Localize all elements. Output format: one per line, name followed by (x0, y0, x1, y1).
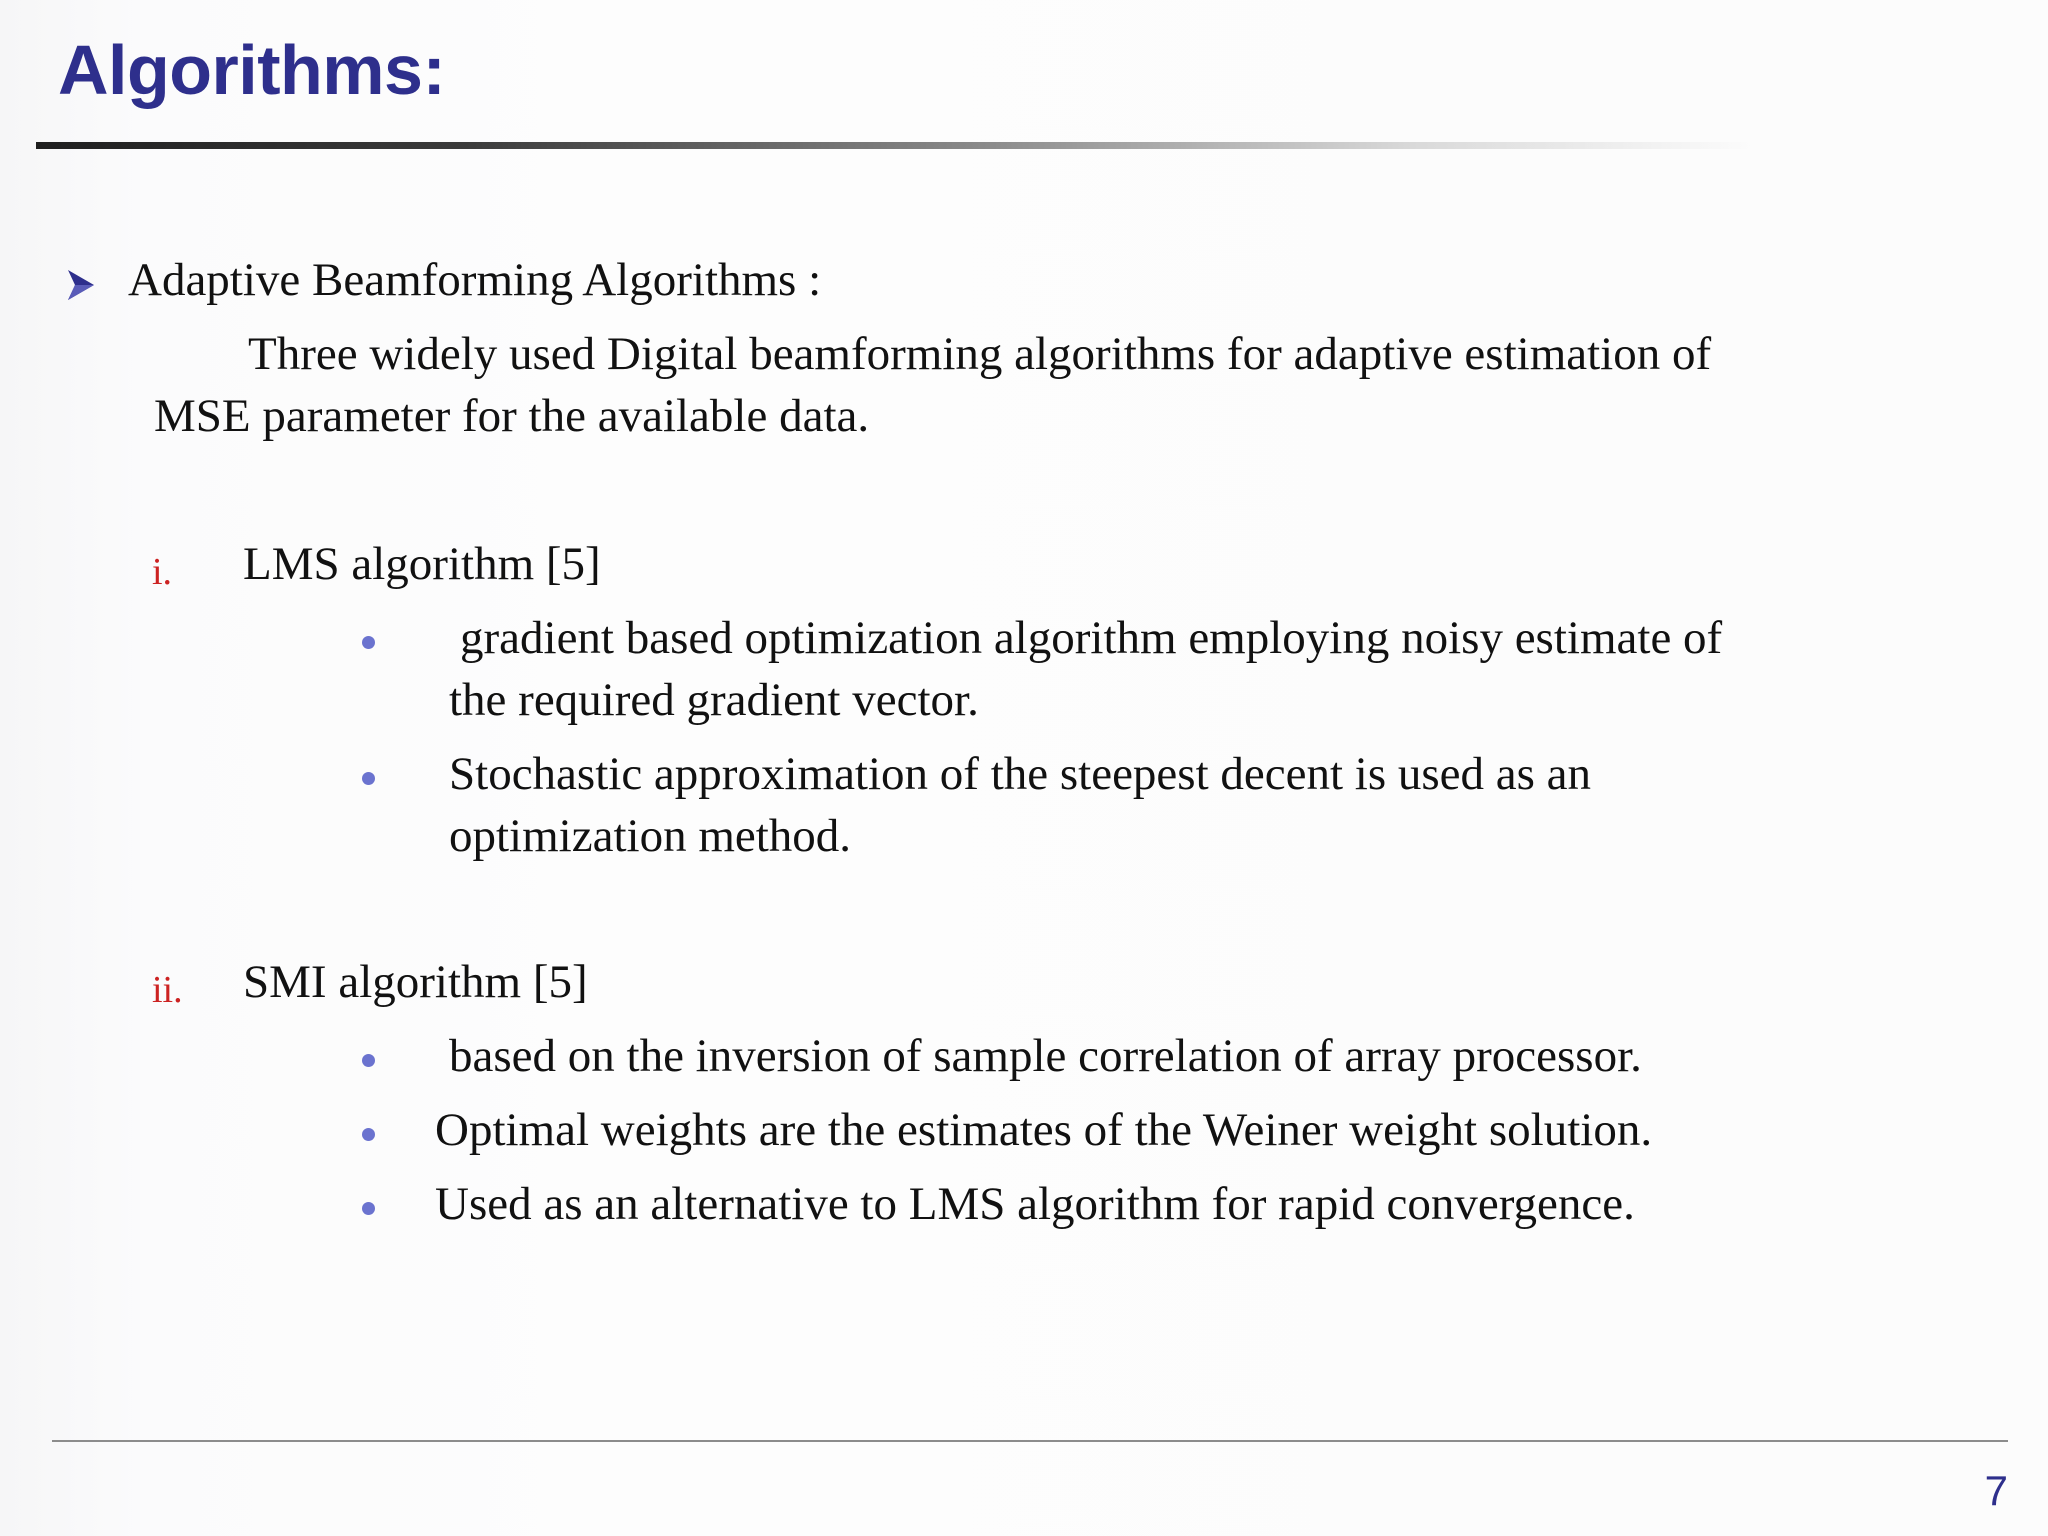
round-bullet-icon (362, 1128, 375, 1141)
slide-title: Algorithms: (58, 31, 446, 109)
smi-point-2: Optimal weights are the estimates of the Weiner weight solution. (435, 1104, 1653, 1156)
smi-point-1: based on the inversion of sample correlation of array processor. (449, 1030, 1642, 1082)
lms-point-1-line-1: gradient based optimization algorithm employing noisy estimate of (460, 612, 1723, 664)
lms-point-1-line-2: the required gradient vector. (449, 674, 979, 726)
round-bullet-icon (362, 1202, 375, 1215)
round-bullet-icon (362, 772, 375, 785)
intro-line-1: Three widely used Digital beamforming algorithms for adaptive estimation of (248, 328, 1712, 380)
intro-line-2: MSE parameter for the available data. (154, 390, 870, 442)
smi-point-3: Used as an alternative to LMS algorithm for rapid convergence. (435, 1178, 1635, 1230)
page-number: 7 (1984, 1467, 2008, 1514)
lms-point-2-line-2: optimization method. (449, 810, 852, 862)
arrow-bullet-icon (66, 268, 96, 302)
algorithm-name-smi: SMI algorithm [5] (243, 956, 588, 1008)
list-numeral-ii: ii. (152, 969, 183, 1011)
list-numeral-i: i. (152, 551, 173, 593)
algorithm-name-lms: LMS algorithm [5] (243, 538, 601, 590)
round-bullet-icon (362, 1054, 375, 1067)
title-divider (36, 142, 1756, 149)
round-bullet-icon (362, 636, 375, 649)
footer-divider (52, 1440, 2008, 1442)
lms-point-2-line-1: Stochastic approximation of the steepest decent is used as an (449, 748, 1592, 800)
section-heading: Adaptive Beamforming Algorithms : (128, 254, 822, 306)
